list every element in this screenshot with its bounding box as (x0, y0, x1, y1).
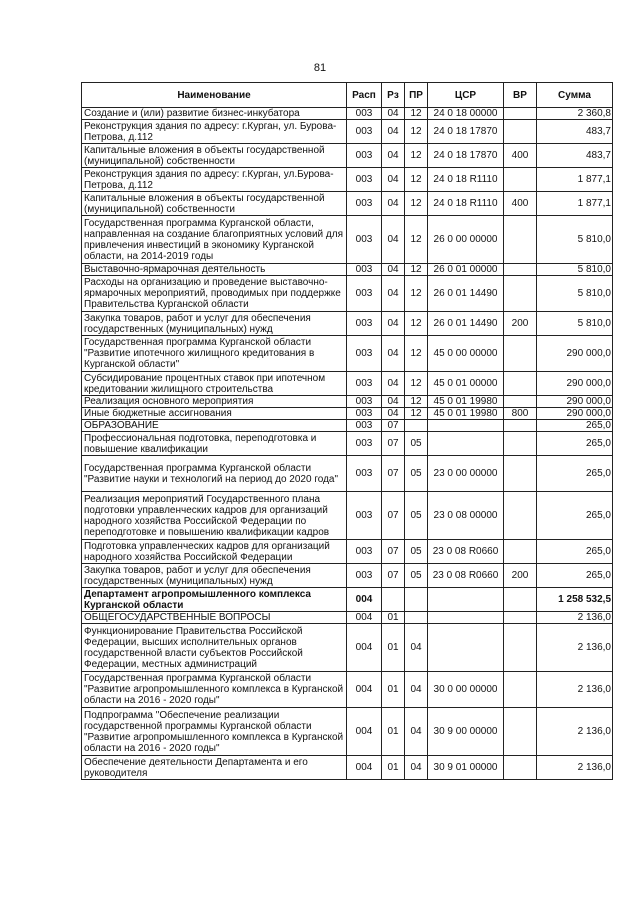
row-rz: 04 (382, 108, 405, 120)
header-rz: Рз (382, 83, 405, 108)
row-csr: 24 0 18 17870 (428, 144, 504, 168)
row-rz: 04 (382, 168, 405, 192)
row-name: Подпрограмма "Обеспечение реализации государственной программы Курганской области "Развитие агропромышленного комплекса в Курганской области на 2016 - 2020 годы" (82, 708, 347, 756)
row-csr: 30 9 01 00000 (428, 756, 504, 780)
table-row (82, 144, 613, 168)
row-pr (405, 420, 428, 432)
row-rasp: 003 (347, 396, 382, 408)
row-name: Создание и (или) развитие бизнес-инкубатора (82, 108, 347, 120)
row-rasp: 003 (347, 312, 382, 336)
row-rasp: 003 (347, 144, 382, 168)
row-vr (504, 108, 537, 120)
row-pr: 12 (405, 276, 428, 312)
row-pr: 12 (405, 108, 428, 120)
row-vr: 400 (504, 192, 537, 216)
row-sum: 483,7 (537, 120, 613, 144)
table-row (82, 756, 613, 780)
row-name: Выставочно-ярмарочная деятельность (82, 264, 347, 276)
row-name: Реконструкция здания по адресу: г.Курган, ул.Бурова-Петрова, д.112 (82, 168, 347, 192)
row-sum: 290 000,0 (537, 408, 613, 420)
row-sum: 1 877,1 (537, 168, 613, 192)
row-pr: 12 (405, 168, 428, 192)
row-sum: 5 810,0 (537, 264, 613, 276)
row-csr: 23 0 00 00000 (428, 456, 504, 492)
row-rz: 07 (382, 420, 405, 432)
row-csr: 26 0 01 00000 (428, 264, 504, 276)
row-rz: 04 (382, 276, 405, 312)
row-sum: 2 136,0 (537, 756, 613, 780)
row-rasp: 003 (347, 456, 382, 492)
row-csr: 24 0 18 00000 (428, 108, 504, 120)
row-sum: 5 810,0 (537, 312, 613, 336)
row-rasp: 003 (347, 276, 382, 312)
row-csr (428, 588, 504, 612)
table-row (82, 168, 613, 192)
row-rz: 04 (382, 312, 405, 336)
row-rasp: 003 (347, 168, 382, 192)
row-name: Функционирование Правительства Российской Федерации, высших исполнительных органов государственной власти субъектов Российской Федерации, местных администраций (82, 624, 347, 672)
row-name: Реализация основного мероприятия (82, 396, 347, 408)
table-body (82, 108, 613, 780)
row-rasp: 004 (347, 756, 382, 780)
row-vr (504, 276, 537, 312)
table-row (82, 396, 613, 408)
row-sum: 265,0 (537, 420, 613, 432)
row-vr (504, 264, 537, 276)
row-pr: 04 (405, 756, 428, 780)
row-name: Государственная программа Курганской области "Развитие ипотечного жилищного кредитования в Курганской области" (82, 336, 347, 372)
row-pr: 12 (405, 216, 428, 264)
row-name: Обеспечение деятельности Департамента и его руководителя (82, 756, 347, 780)
page-number: 81 (313, 62, 327, 74)
row-pr: 04 (405, 672, 428, 708)
row-pr: 12 (405, 372, 428, 396)
row-name: ОБРАЗОВАНИЕ (82, 420, 347, 432)
row-vr (504, 120, 537, 144)
row-name: Государственная программа Курганской области "Развитие агропромышленного комплекса в Курганской области на 2016 - 2020 годы" (82, 672, 347, 708)
row-csr: 45 0 00 00000 (428, 336, 504, 372)
row-rz: 07 (382, 432, 405, 456)
table-row (82, 672, 613, 708)
row-csr: 23 0 08 00000 (428, 492, 504, 540)
row-name: Закупка товаров, работ и услуг для обеспечения государственных (муниципальных) нужд (82, 312, 347, 336)
row-rasp: 003 (347, 420, 382, 432)
header-pr: ПР (405, 83, 428, 108)
row-csr: 26 0 00 00000 (428, 216, 504, 264)
row-vr (504, 756, 537, 780)
row-rasp: 004 (347, 672, 382, 708)
table-row (82, 432, 613, 456)
row-vr (504, 432, 537, 456)
row-rz: 04 (382, 216, 405, 264)
budget-table (81, 82, 613, 780)
table-header-row (82, 83, 613, 108)
row-vr (504, 588, 537, 612)
row-csr (428, 612, 504, 624)
row-sum: 5 810,0 (537, 216, 613, 264)
row-name: Капитальные вложения в объекты государственной (муниципальной) собственности (82, 192, 347, 216)
row-csr (428, 420, 504, 432)
row-pr: 12 (405, 336, 428, 372)
row-rasp: 003 (347, 408, 382, 420)
row-vr (504, 540, 537, 564)
header-name: Наименование (82, 83, 347, 108)
table-row (82, 120, 613, 144)
header-sum: Сумма (537, 83, 613, 108)
row-sum: 265,0 (537, 456, 613, 492)
row-pr: 12 (405, 312, 428, 336)
row-pr: 12 (405, 396, 428, 408)
row-vr (504, 372, 537, 396)
row-pr (405, 612, 428, 624)
row-vr (504, 420, 537, 432)
row-name: Реконструкция здания по адресу: г.Курган, ул. Бурова-Петрова, д.112 (82, 120, 347, 144)
row-name: Субсидирование процентных ставок при ипотечном кредитовании жилищного строительства (82, 372, 347, 396)
table-row (82, 588, 613, 612)
table-row (82, 612, 613, 624)
row-name: Расходы на организацию и проведение выставочно-ярмарочных мероприятий, проводимых при поддержке Правительства Курганской области (82, 276, 347, 312)
row-sum: 483,7 (537, 144, 613, 168)
row-vr (504, 624, 537, 672)
row-rasp: 003 (347, 336, 382, 372)
table-row (82, 564, 613, 588)
row-vr (504, 336, 537, 372)
row-rasp: 003 (347, 192, 382, 216)
row-vr (504, 672, 537, 708)
row-name: Департамент агропромышленного комплекса Курганской области (82, 588, 347, 612)
row-sum: 265,0 (537, 492, 613, 540)
header-vr: ВР (504, 83, 537, 108)
row-rasp: 003 (347, 540, 382, 564)
row-csr: 24 0 18 17870 (428, 120, 504, 144)
row-sum: 2 360,8 (537, 108, 613, 120)
header-rasp: Расп (347, 83, 382, 108)
row-pr: 12 (405, 408, 428, 420)
row-vr: 200 (504, 564, 537, 588)
row-rasp: 003 (347, 120, 382, 144)
row-csr: 45 0 01 19980 (428, 408, 504, 420)
table-row (82, 624, 613, 672)
row-sum: 2 136,0 (537, 612, 613, 624)
row-pr: 12 (405, 120, 428, 144)
row-rz: 07 (382, 540, 405, 564)
row-rasp: 004 (347, 708, 382, 756)
row-sum: 265,0 (537, 540, 613, 564)
table-row (82, 312, 613, 336)
row-name: Иные бюджетные ассигнования (82, 408, 347, 420)
row-csr: 24 0 18 R1110 (428, 168, 504, 192)
row-name: Государственная программа Курганской области "Развитие науки и технологий на период до 2020 года" (82, 456, 347, 492)
row-sum: 290 000,0 (537, 396, 613, 408)
table-row (82, 276, 613, 312)
table-row (82, 408, 613, 420)
table-row (82, 420, 613, 432)
row-vr: 200 (504, 312, 537, 336)
row-rz: 04 (382, 192, 405, 216)
row-rz: 01 (382, 612, 405, 624)
row-rasp: 003 (347, 492, 382, 540)
row-rasp: 003 (347, 372, 382, 396)
row-rz: 07 (382, 492, 405, 540)
row-pr: 05 (405, 540, 428, 564)
row-csr: 23 0 08 R0660 (428, 540, 504, 564)
row-csr: 30 0 00 00000 (428, 672, 504, 708)
table-row (82, 456, 613, 492)
table-row (82, 708, 613, 756)
row-rz: 04 (382, 396, 405, 408)
row-rz (382, 588, 405, 612)
row-sum: 265,0 (537, 432, 613, 456)
row-rz: 07 (382, 564, 405, 588)
row-rasp: 003 (347, 264, 382, 276)
table-row (82, 492, 613, 540)
row-pr: 05 (405, 564, 428, 588)
row-vr (504, 492, 537, 540)
table-row (82, 216, 613, 264)
row-pr: 12 (405, 144, 428, 168)
row-name: Реализация мероприятий Государственного плана подготовки управленческих кадров для организаций народного хозяйства Российской Федерации по переподготовке и повышению квалификации кадров (82, 492, 347, 540)
row-name: Закупка товаров, работ и услуг для обеспечения государственных (муниципальных) нужд (82, 564, 347, 588)
row-pr: 05 (405, 492, 428, 540)
row-rasp: 004 (347, 588, 382, 612)
row-sum: 2 136,0 (537, 672, 613, 708)
row-vr (504, 612, 537, 624)
row-rz: 07 (382, 456, 405, 492)
row-name: ОБЩЕГОСУДАРСТВЕННЫЕ ВОПРОСЫ (82, 612, 347, 624)
row-sum: 1 877,1 (537, 192, 613, 216)
row-csr (428, 624, 504, 672)
row-rasp: 003 (347, 108, 382, 120)
row-name: Подготовка управленческих кадров для организаций народного хозяйства Российской Федерации (82, 540, 347, 564)
row-vr (504, 216, 537, 264)
row-pr: 12 (405, 192, 428, 216)
table-row (82, 540, 613, 564)
row-csr: 26 0 01 14490 (428, 312, 504, 336)
row-rasp: 004 (347, 612, 382, 624)
row-sum: 265,0 (537, 564, 613, 588)
row-sum: 1 258 532,5 (537, 588, 613, 612)
row-rz: 01 (382, 756, 405, 780)
row-name: Государственная программа Курганской области, направленная на создание благоприятных условий для привлечения инвестиций в экономику Курганской области, на 2014-2019 годы (82, 216, 347, 264)
row-csr (428, 432, 504, 456)
row-vr (504, 456, 537, 492)
row-csr: 26 0 01 14490 (428, 276, 504, 312)
row-pr: 04 (405, 624, 428, 672)
row-rz: 04 (382, 264, 405, 276)
table-row (82, 372, 613, 396)
row-sum: 2 136,0 (537, 708, 613, 756)
row-pr: 04 (405, 708, 428, 756)
row-pr: 12 (405, 264, 428, 276)
row-csr: 30 9 00 00000 (428, 708, 504, 756)
row-csr: 24 0 18 R1110 (428, 192, 504, 216)
row-name: Профессиональная подготовка, переподготовка и повышение квалификации (82, 432, 347, 456)
row-rasp: 003 (347, 564, 382, 588)
row-vr (504, 396, 537, 408)
row-pr: 05 (405, 432, 428, 456)
table-row (82, 192, 613, 216)
row-vr: 800 (504, 408, 537, 420)
row-rz: 04 (382, 336, 405, 372)
row-rz: 01 (382, 624, 405, 672)
row-sum: 2 136,0 (537, 624, 613, 672)
row-csr: 45 0 01 19980 (428, 396, 504, 408)
row-vr (504, 168, 537, 192)
row-rasp: 004 (347, 624, 382, 672)
row-sum: 290 000,0 (537, 336, 613, 372)
table-row (82, 108, 613, 120)
row-vr: 400 (504, 144, 537, 168)
row-csr: 23 0 08 R0660 (428, 564, 504, 588)
row-pr: 05 (405, 456, 428, 492)
row-rz: 04 (382, 408, 405, 420)
table-row (82, 264, 613, 276)
row-rz: 01 (382, 708, 405, 756)
row-rz: 01 (382, 672, 405, 708)
row-rz: 04 (382, 120, 405, 144)
row-rasp: 003 (347, 432, 382, 456)
row-pr (405, 588, 428, 612)
row-vr (504, 708, 537, 756)
row-sum: 5 810,0 (537, 276, 613, 312)
row-rasp: 003 (347, 216, 382, 264)
row-name: Капитальные вложения в объекты государственной (муниципальной) собственности (82, 144, 347, 168)
header-csr: ЦСР (428, 83, 504, 108)
table-row (82, 336, 613, 372)
row-rz: 04 (382, 372, 405, 396)
row-rz: 04 (382, 144, 405, 168)
row-csr: 45 0 01 00000 (428, 372, 504, 396)
row-sum: 290 000,0 (537, 372, 613, 396)
